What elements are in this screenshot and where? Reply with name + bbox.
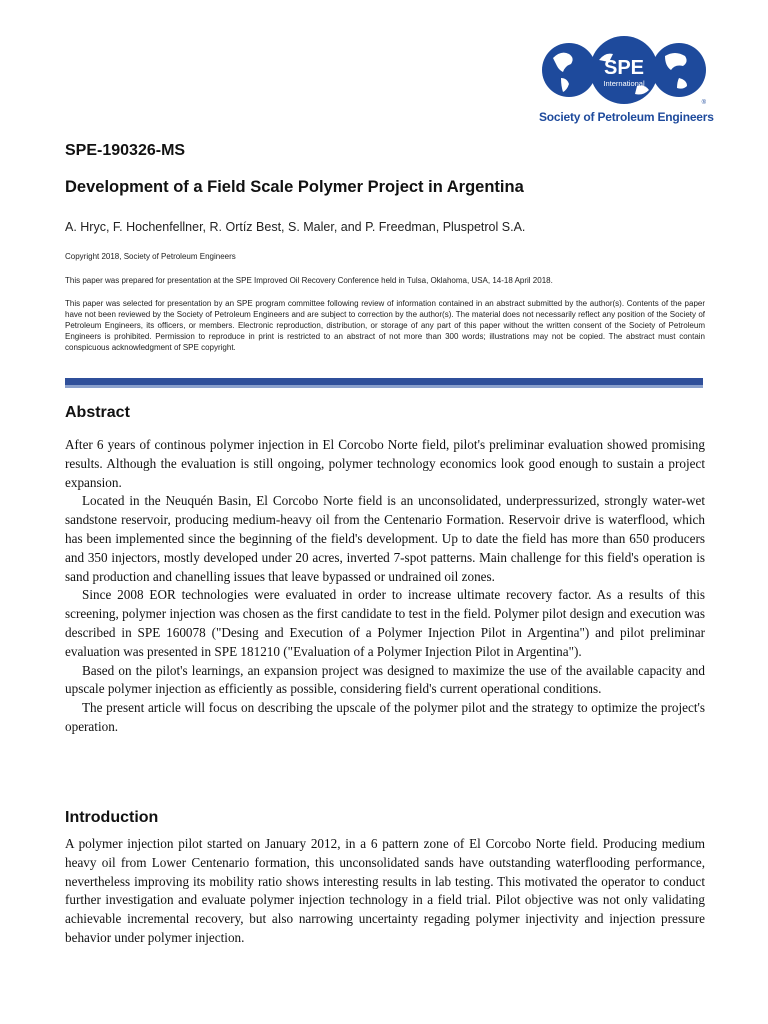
disclaimer-notice: This paper was selected for presentation by an SPE program committee following review of information contained in an abstract submitted by the author(s). Contents of the paper have not been reviewed by the Society of Petroleum Engineers and are subject to correction by the author(s). The material does not necessarily reflect any position of the Society of Petroleum Engineers, its officers, or members. Electronic reproduction, distribution, or storage of any part of this paper without the written consent of the Society of Petroleum Engineers is prohibited. Permission to reproduce in print is restricted to an abstract of not more than 300 words; illustrations may not be copied. The abstract must contain conspicuous acknowledgment of SPE copyright. bbox=[65, 299, 705, 352]
paper-title: Development of a Field Scale Polymer Project in Argentina bbox=[65, 178, 524, 196]
abstract-heading: Abstract bbox=[65, 404, 130, 421]
introduction-body bbox=[65, 835, 705, 948]
society-name: Society of Petroleum Engineers bbox=[539, 110, 714, 124]
abstract-paragraph: Based on the pilot's learnings, an expansion project was designed to maximize the use of the available capacity and upscale polymer injection as efficiently as possible, considering field's current operational conditions. bbox=[65, 662, 705, 697]
authors: A. Hryc, F. Hochenfellner, R. Ortíz Best, S. Maler, and P. Freedman, Pluspetrol S.A. bbox=[65, 220, 526, 234]
spe-logo bbox=[539, 30, 714, 126]
section-divider bbox=[65, 378, 703, 388]
paper-id: SPE-190326-MS bbox=[65, 142, 186, 159]
abstract-paragraph: The present article will focus on describing the upscale of the polymer pilot and the strategy to optimize the project's operation. bbox=[65, 700, 705, 734]
abstract-paragraph: After 6 years of continous polymer injection in El Corcobo Norte field, pilot's preliminar evaluation showed promising results. Although the evaluation is still ongoing, polymer technology economics look good enough to sustain a project expansion. bbox=[65, 437, 705, 490]
abstract-body bbox=[65, 436, 705, 737]
presentation-notice: This paper was prepared for presentation at the SPE Improved Oil Recovery Conference held in Tulsa, Oklahoma, USA, 14-18 April 2018. bbox=[65, 276, 553, 285]
abstract-paragraph: Located in the Neuquén Basin, El Corcobo Norte field is an unconsolidated, underpressurized, strongly water-wet sandstone reservoir, producing medium-heavy oil from the Centenario Formation. Reservoir drive is waterflood, which has been implemented since the beginning of the field's development. Up to date the field has more than 650 producers and 350 injectors, mostly developed under 20 acres, inverted 7-spot patterns. Main challenge for this field's operation is sand production and chanelling issues that leave bypassed or undrained oil zones. bbox=[65, 493, 705, 584]
logo-emblem-text: SPE bbox=[603, 57, 645, 79]
logo-emblem-subtext: International bbox=[603, 79, 645, 88]
globe-icon bbox=[539, 30, 709, 110]
abstract-paragraph: Since 2008 EOR technologies were evaluated in order to increase ultimate recovery factor. As a results of this screening, polymer injection was chosen as the first candidate to test in the field. Polymer pilot design and execution was described in SPE 160078 ("Desing and Execution of a Polymer Injection Pilot in Argentina") and pilot preliminar evaluation was presented in SPE 181210 ("Evaluation of a Polymer Injection Pilot in Argentina"). bbox=[65, 587, 705, 659]
introduction-paragraph: A polymer injection pilot started on January 2012, in a 6 pattern zone of El Corcobo Norte field. Producing medium heavy oil from Lower Centenario formation, this unconsolidated sands have outstanding waterflooding performance, nevertheless improving its mobility ratio shows interesting results in lab testing. This motivated the operator to conduct further investigation and evaluate polymer injection technology in a field trial. Pilot objective was not only validating achievable incremental recovery, but also narrowing uncertainty regading polymer injectivity and injection pressure behavior under polymer injection. bbox=[65, 836, 705, 945]
registered-mark: ® bbox=[701, 100, 706, 106]
copyright-notice: Copyright 2018, Society of Petroleum Engineers bbox=[65, 252, 236, 261]
introduction-heading: Introduction bbox=[65, 809, 159, 826]
